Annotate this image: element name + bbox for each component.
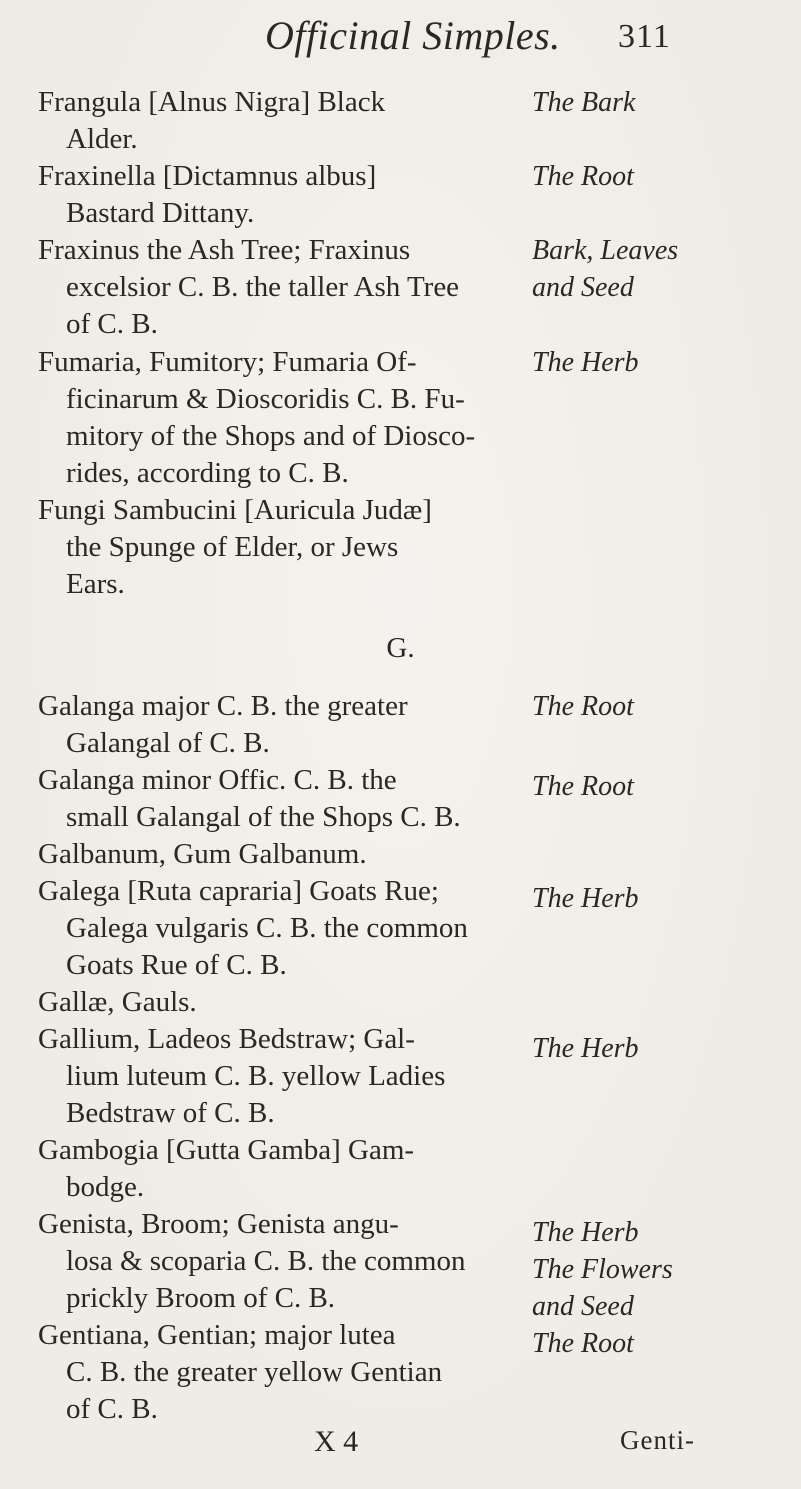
part-fumaria [532,344,792,381]
part-line: The Root [532,771,634,802]
entry-gentiana [38,1317,508,1428]
part-fraxinella [532,158,792,195]
entry-line: Fungi Sambucini [Auricula Judæ] [38,494,432,526]
entry-galbanum [38,836,508,873]
part-gallium [532,1030,792,1067]
entry-line: excelsior C. B. the taller Ash Tree [66,271,460,303]
part-line: The Herb [532,883,639,914]
entry-line: Galanga minor Offic. C. B. the [38,764,397,796]
part-line: The Herb [532,1217,639,1248]
page-number: 311 [618,18,671,55]
part-line: and Seed [532,272,634,303]
entry-line: Galega vulgaris C. B. the common [66,912,468,944]
entry-gallium [38,1021,508,1132]
entry-line: Galanga major C. B. the greater [38,690,408,722]
entry-gallae [38,984,508,1021]
entry-line: ficinarum & Dioscoridis C. B. Fu- [66,383,465,415]
signature-mark: X 4 [314,1425,359,1458]
entry-line: small Galangal of the Shops C. B. [66,801,461,833]
part-line: The Herb [532,347,639,378]
entry-line: Gallium, Ladeos Bedstraw; Gal- [38,1023,415,1055]
entry-line: Frangula [Alnus Nigra] Black [38,86,386,118]
entry-line: Genista, Broom; Genista angu- [38,1208,399,1240]
entry-line: of C. B. [66,1393,158,1425]
entry-line: Fraxinella [Dictamnus albus] [38,160,377,192]
entry-line: Alder. [66,123,138,155]
entry-line: Goats Rue of C. B. [66,949,287,981]
part-line: and Seed [532,1291,634,1322]
entry-line: mitory of the Shops and of Diosco- [66,420,476,452]
section-letter-g: G. [386,632,415,664]
entry-fraxinella [38,158,508,232]
entry-line: C. B. the greater yellow Gentian [66,1356,443,1388]
entry-gambogia [38,1132,508,1206]
entry-galanga-major [38,688,508,762]
entry-line: rides, according to C. B. [66,457,349,489]
entry-line: Galangal of C. B. [66,727,270,759]
part-fraxinus [532,232,792,306]
running-title: Officinal Simples. [265,13,561,58]
entry-line: Fumaria, Fumitory; Fumaria Of- [38,346,417,378]
entry-line: Gallæ, Gauls. [38,986,197,1018]
running-header [0,10,801,66]
entry-line: Gentiana, Gentian; major lutea [38,1319,396,1351]
part-line: The Bark [532,87,636,118]
entry-line: Galega [Ruta capraria] Goats Rue; [38,875,439,907]
part-line: The Herb [532,1033,639,1064]
entry-genista [38,1206,508,1317]
entry-line: bodge. [66,1171,145,1203]
entry-line: Bastard Dittany. [66,197,255,229]
part-galanga-major [532,688,792,725]
entry-line: the Spunge of Elder, or Jews [66,531,399,563]
entry-line: Ears. [66,568,125,600]
entry-fungi [38,492,508,603]
part-line: Bark, Leaves [532,235,679,266]
catchword: Genti- [620,1425,695,1455]
entry-fumaria [38,344,508,492]
entry-line: losa & scoparia C. B. the common [66,1245,466,1277]
part-line: The Flowers [532,1254,673,1285]
entry-line: Fraxinus the Ash Tree; Fraxinus [38,234,411,266]
part-galanga-minor [532,768,792,805]
part-line: The Root [532,161,634,192]
entry-frangula [38,84,508,158]
part-genista [532,1214,792,1325]
part-line: The Root [532,1328,634,1359]
part-gentiana [532,1325,792,1362]
entry-line: of C. B. [66,308,158,340]
entry-line: Galbanum, Gum Galbanum. [38,838,367,870]
entry-line: lium luteum C. B. yellow Ladies [66,1060,446,1092]
entry-line: Bedstraw of C. B. [66,1097,275,1129]
part-frangula [532,84,792,121]
part-galega [532,880,792,917]
entry-fraxinus [38,232,508,343]
entry-galanga-minor [38,762,508,836]
entry-line: prickly Broom of C. B. [66,1282,336,1314]
entry-galega [38,873,508,984]
entry-line: Gambogia [Gutta Gamba] Gam- [38,1134,415,1166]
part-line: The Root [532,691,634,722]
